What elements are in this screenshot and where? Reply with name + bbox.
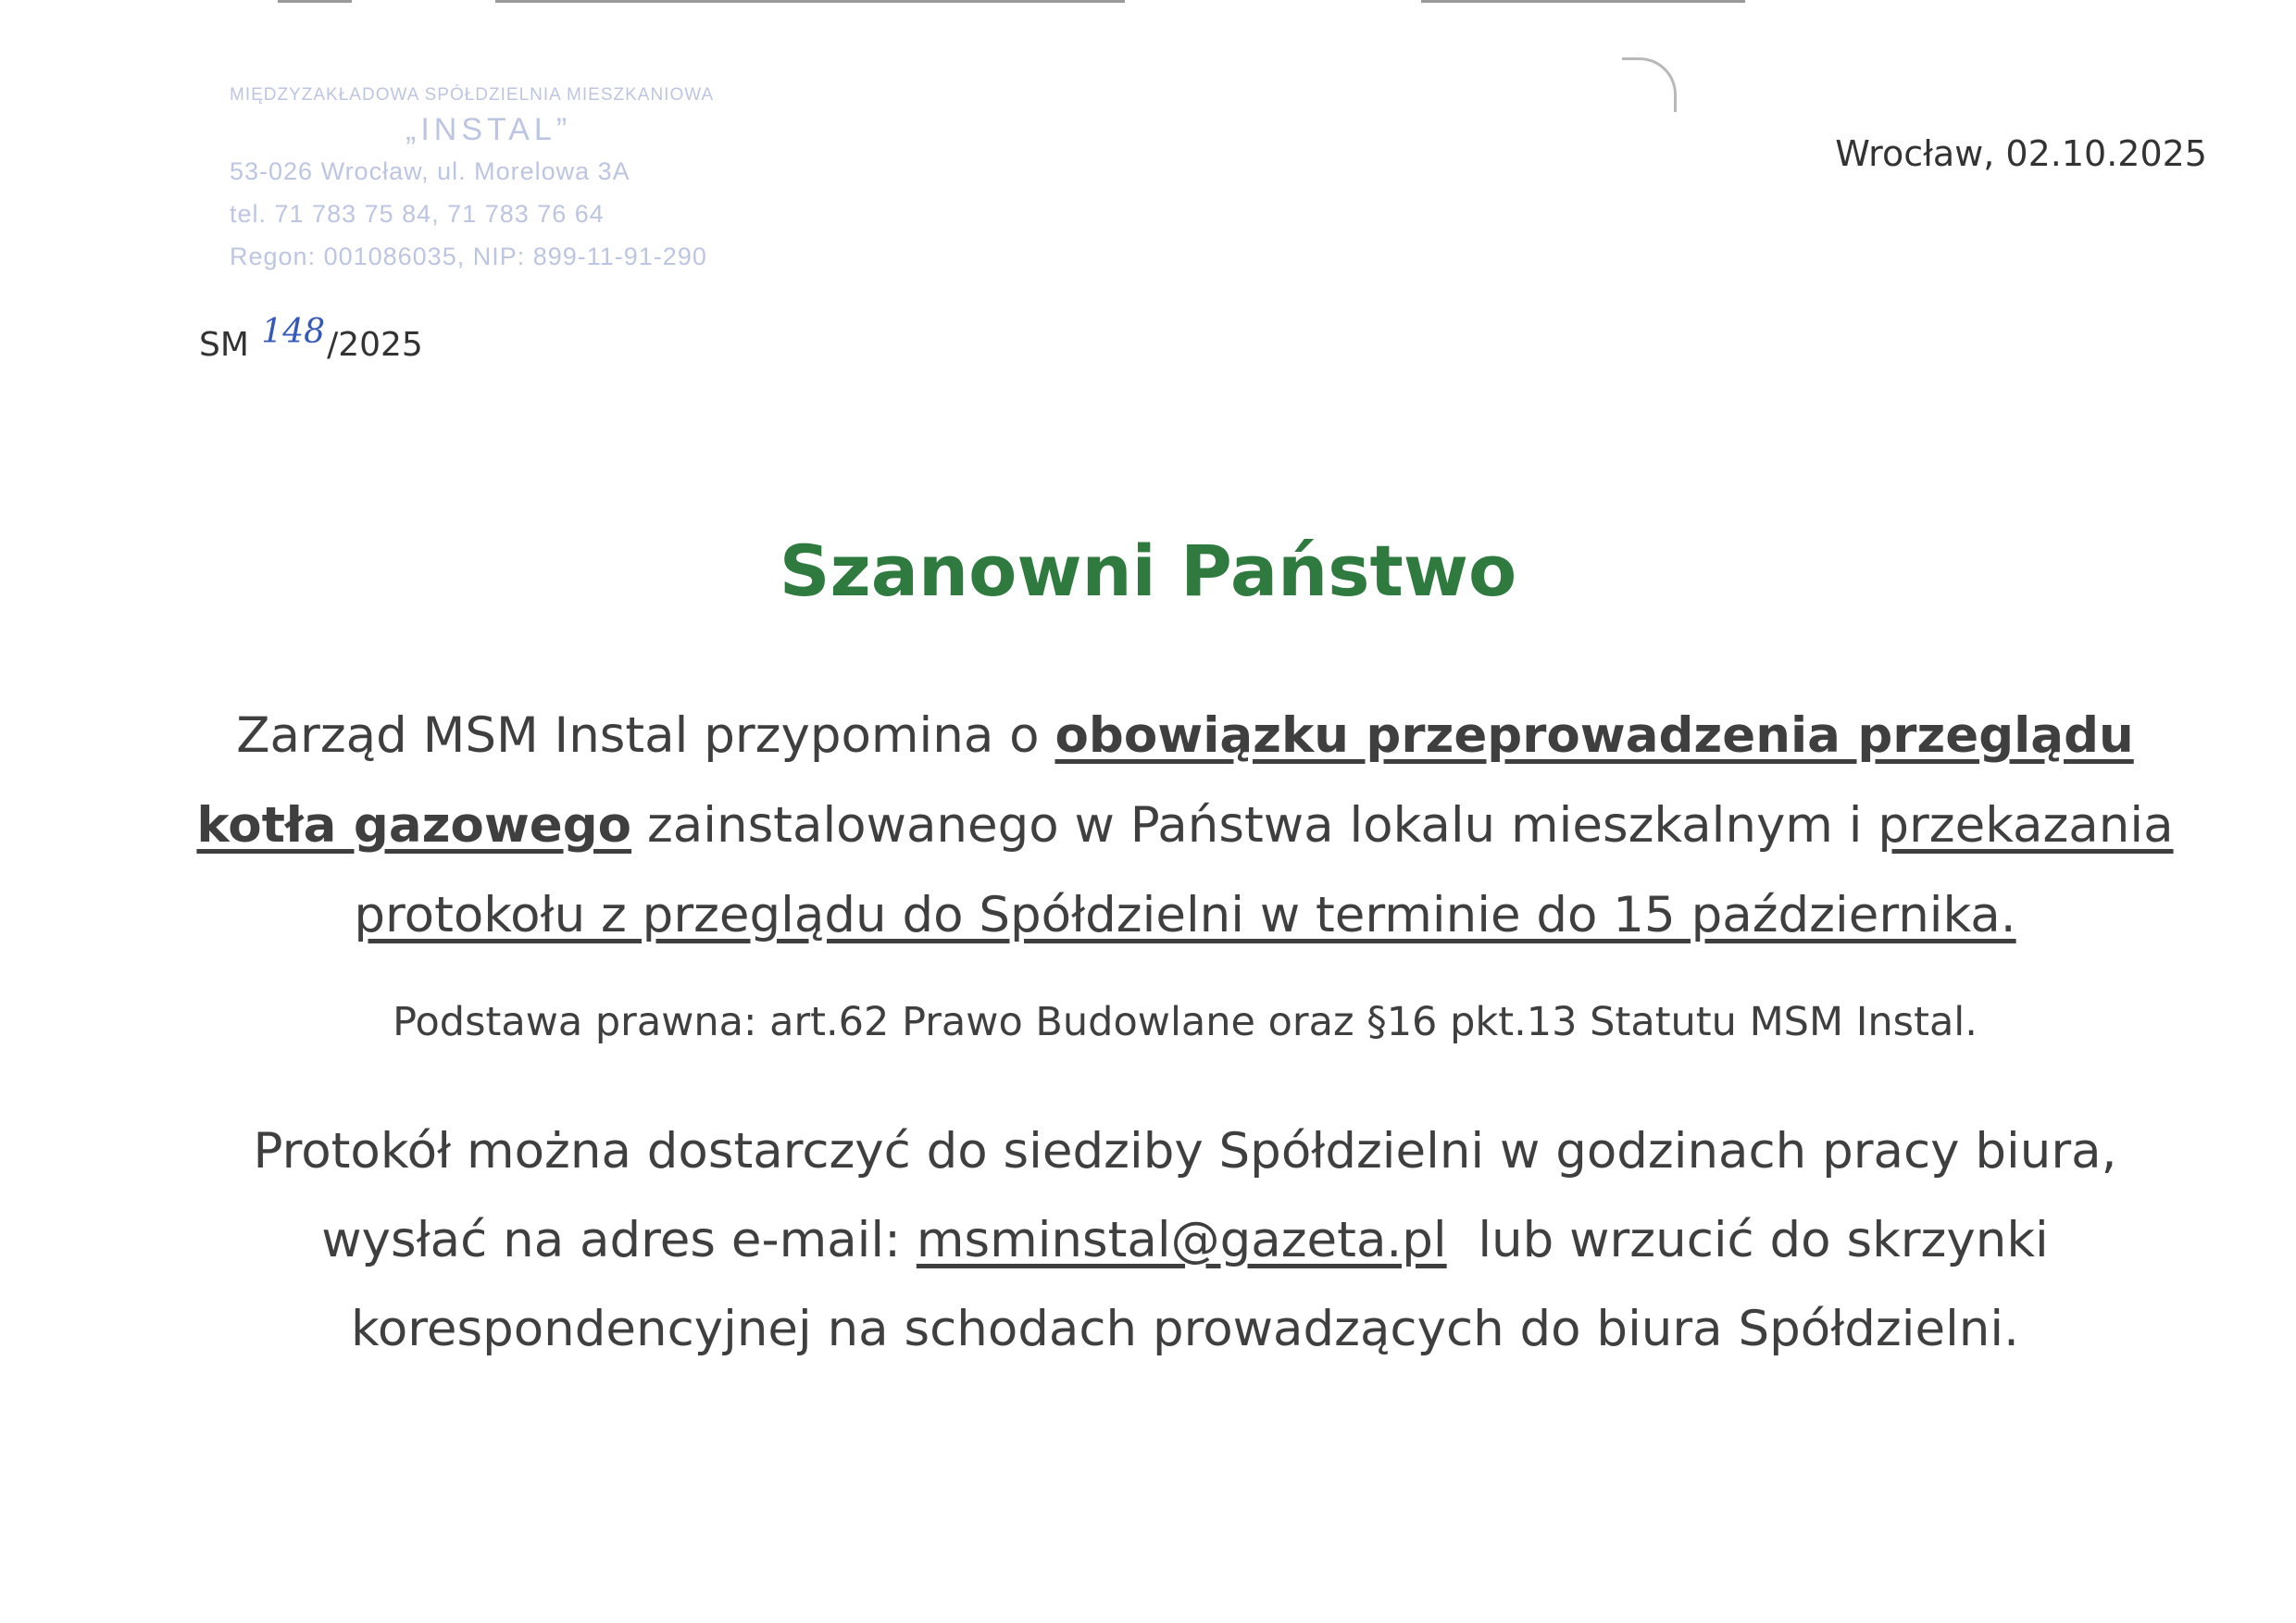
stamp-line: 53-026 Wrocław, ul. Morelowa 3A (230, 157, 630, 185)
legal-basis: Podstawa prawna: art.62 Prawo Budowlane oraz §16 pkt.13 Statutu MSM Instal. (393, 999, 1978, 1045)
scan-edge-mark (278, 0, 352, 3)
stamp-line: „INSTAL” (406, 112, 572, 147)
email-link[interactable]: msminstal@gazeta.pl (916, 1212, 1447, 1268)
reference-number (199, 313, 423, 364)
paper-fold-mark (1622, 57, 1677, 112)
stamp-line: Regon: 001086035, NIP: 899-11-91-290 (230, 243, 707, 270)
reminder-paragraph (167, 691, 2203, 960)
delivery-paragraph (167, 1107, 2203, 1374)
letter-date: Wrocław, 02.10.2025 (1835, 133, 2207, 174)
reminder-intro: Zarząd MSM Instal przypomina o (236, 707, 1055, 764)
scan-edge-mark (1421, 0, 1745, 3)
reminder-deadline: przekazania protokołu z przeglądu do Spółdzielni w terminie do 15 października. (354, 797, 2174, 943)
reference-prefix: SM (199, 326, 260, 364)
handwritten-number: 148 (261, 313, 326, 351)
scan-edge-mark (495, 0, 1125, 3)
stamp-line: MIĘDZYZAKŁADOWA SPÓŁDZIELNIA MIESZKANIOWA (230, 85, 715, 105)
reminder-middle: zainstalowanego w Państwa lokalu mieszkalnym i (631, 797, 1878, 854)
letter-title: Szanowni Państwo (779, 530, 1517, 612)
stamp-line: tel. 71 783 75 84, 71 783 76 64 (230, 200, 605, 228)
delivery-after-email: lub wrzucić do skrzynki korespondencyjnej na schodach prowadzących do biura Spółdzielni. (351, 1212, 2065, 1357)
delivery-before-email: Protokół można dostarczyć do siedziby Spółdzielni w godzinach pracy biura, wysłać na adres e-mail: (253, 1123, 2117, 1268)
reference-suffix: /2025 (327, 326, 423, 364)
cooperative-stamp (230, 81, 841, 278)
reminder-obligation: obowiązku przeprowadzenia przeglądu kotła gazowego (196, 707, 2134, 854)
